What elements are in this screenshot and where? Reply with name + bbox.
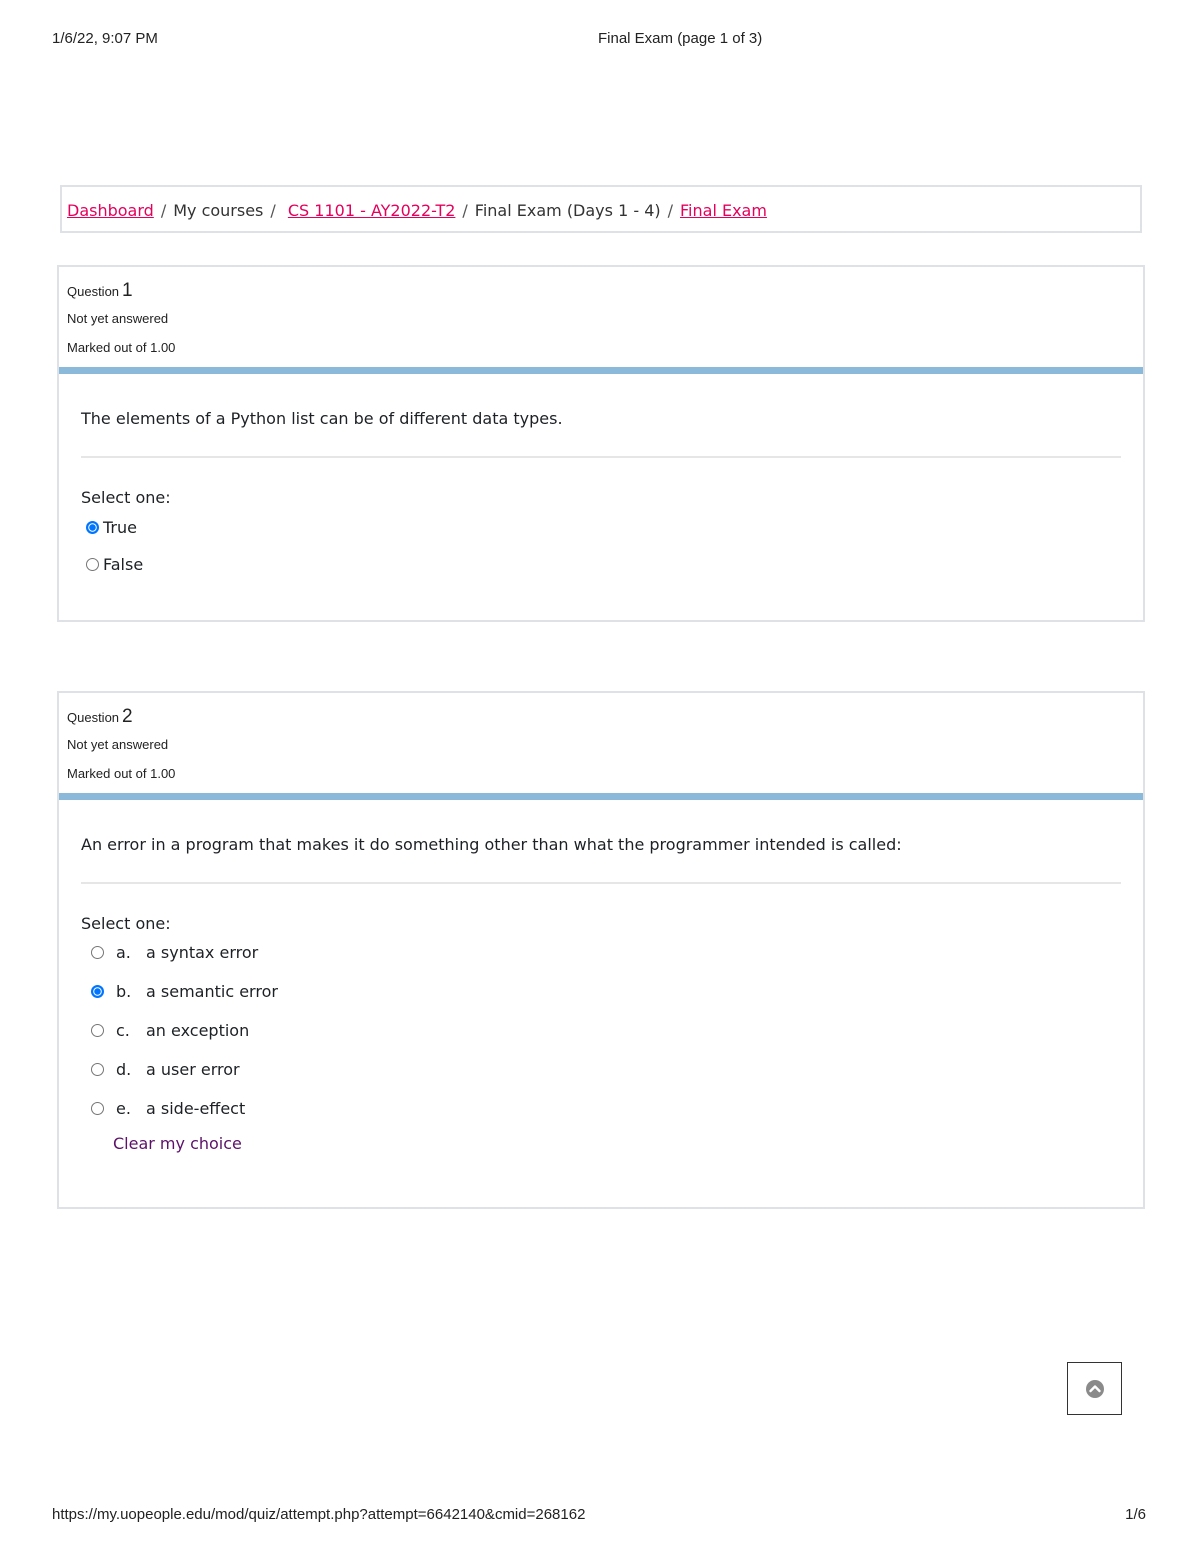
question-grade: Marked out of 1.00 <box>67 766 176 781</box>
answer-option-b[interactable] <box>81 972 1121 1011</box>
question-number-value: 1 <box>122 280 133 301</box>
answer-option-c[interactable] <box>81 1011 1121 1050</box>
select-one-prompt: Select one: <box>81 488 171 507</box>
answer-option-e[interactable] <box>81 1089 1121 1128</box>
question-divider-bar <box>59 793 1143 800</box>
answer-option-true[interactable] <box>81 509 1121 546</box>
question-text: The elements of a Python list can be of different data types. <box>81 374 1121 458</box>
answer-letter: d. <box>116 1060 132 1079</box>
print-datetime: 1/6/22, 9:07 PM <box>52 30 158 47</box>
radio-button[interactable] <box>91 1063 104 1076</box>
breadcrumb-separator: / <box>270 201 276 220</box>
answer-label[interactable]: an exception <box>146 1021 250 1040</box>
question-content <box>59 800 1143 1153</box>
breadcrumb-dashboard-link[interactable]: Dashboard <box>67 201 154 220</box>
question-number <box>67 706 133 728</box>
breadcrumb-separator: / <box>462 201 468 220</box>
answer-label[interactable]: a user error <box>146 1060 240 1079</box>
breadcrumb-separator: / <box>160 201 167 220</box>
select-one-prompt: Select one: <box>81 914 171 933</box>
answer-letter: a. <box>116 943 131 962</box>
radio-button[interactable] <box>86 558 99 571</box>
breadcrumb <box>60 185 1142 233</box>
answer-letter: b. <box>116 982 132 1001</box>
radio-button[interactable] <box>91 1102 104 1115</box>
print-url: https://my.uopeople.edu/mod/quiz/attempt.php?attempt=6642140&cmid=268162 <box>52 1506 586 1523</box>
question-content <box>59 374 1143 583</box>
back-to-top-button[interactable] <box>1067 1362 1122 1415</box>
question-info <box>59 693 1143 793</box>
answer-label[interactable]: a syntax error <box>146 943 259 962</box>
answer-label[interactable]: a semantic error <box>146 982 278 1001</box>
breadcrumb-separator: / <box>667 201 674 220</box>
question-divider-bar <box>59 367 1143 374</box>
breadcrumb-section: Final Exam (Days 1 - 4) <box>474 201 661 220</box>
breadcrumb-course-link[interactable]: CS 1101 - AY2022-T2 <box>287 201 456 220</box>
answer-label[interactable]: a side-effect <box>146 1099 246 1118</box>
answer-label[interactable]: True <box>103 518 137 537</box>
question-text: An error in a program that makes it do something other than what the programmer intended is called: <box>81 800 1121 884</box>
radio-button[interactable] <box>91 946 104 959</box>
radio-button-selected[interactable] <box>91 985 104 998</box>
breadcrumb-my-courses: My courses <box>173 201 264 220</box>
question-info <box>59 267 1143 367</box>
question-grade: Marked out of 1.00 <box>67 340 176 355</box>
clear-my-choice-link[interactable]: Clear my choice <box>113 1134 242 1153</box>
answer-letter: e. <box>116 1099 131 1118</box>
chevron-up-circle-icon <box>1085 1379 1105 1399</box>
answer-letter: c. <box>116 1021 130 1040</box>
breadcrumb-final-exam-link[interactable]: Final Exam <box>680 201 767 220</box>
question-number-value: 2 <box>122 706 133 727</box>
question-2-card <box>57 691 1145 1209</box>
radio-button[interactable] <box>91 1024 104 1037</box>
print-page-number: 1/6 <box>1125 1506 1146 1523</box>
print-title: Final Exam (page 1 of 3) <box>598 30 763 47</box>
question-state: Not yet answered <box>67 737 169 752</box>
question-1-card <box>57 265 1145 622</box>
answer-option-a[interactable] <box>81 933 1121 972</box>
question-label: Question <box>67 710 120 725</box>
print-footer <box>0 1506 1200 1526</box>
question-label: Question <box>67 284 120 299</box>
answer-option-false[interactable] <box>81 546 1121 583</box>
radio-button-selected[interactable] <box>86 521 99 534</box>
print-header <box>0 30 1200 50</box>
question-state: Not yet answered <box>67 311 169 326</box>
answer-label[interactable]: False <box>103 555 144 574</box>
answer-option-d[interactable] <box>81 1050 1121 1089</box>
question-number <box>67 280 133 302</box>
